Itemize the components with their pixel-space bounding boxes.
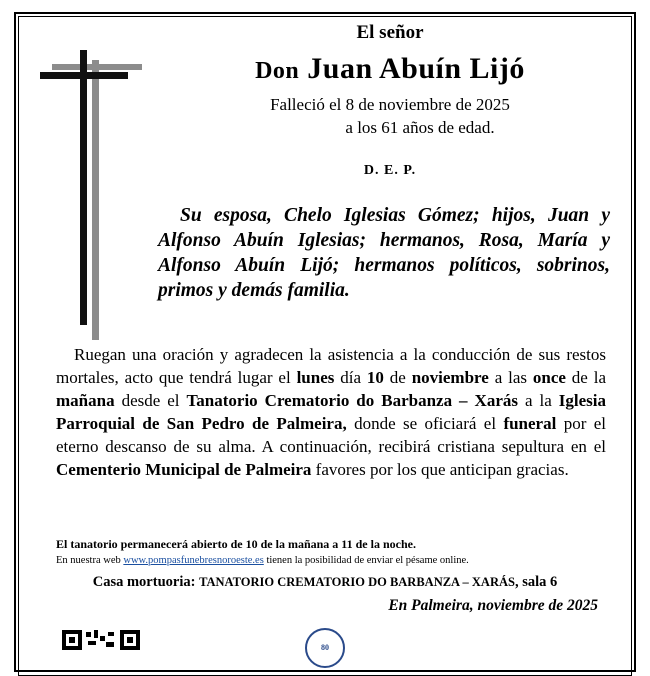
honorific: El señor — [356, 22, 424, 43]
name-text: Juan Abuín Lijó — [307, 52, 525, 85]
web-note-before: En nuestra web — [56, 555, 124, 566]
name-prefix: Don — [255, 58, 300, 84]
web-note-after: tienen la posibilidad de enviar el pésame online. — [263, 555, 469, 566]
body-text-2: día — [334, 368, 367, 387]
body-text-3: de — [383, 368, 412, 387]
qr-code-icon[interactable] — [62, 630, 142, 650]
body-text-10: favores por los que anticipan gracias. — [311, 460, 569, 479]
family-list: Su esposa, Chelo Iglesias Gómez; hijos, Juan y Alfonso Abuín Iglesias; hermanos, Rosa, María y Alfonso Abuín Lijó; hermanos políticos, sobrinos, primos y demás familia. — [158, 205, 610, 301]
death-date: Falleció el 8 de noviembre de 2025 — [270, 95, 510, 114]
body-bold-hour: once — [532, 368, 566, 387]
place-date: En Palmeira, noviembre de 2025 — [388, 597, 598, 614]
web-note — [56, 555, 469, 566]
casa-label: Casa mortuoria: — [92, 574, 200, 590]
cross-gray-vertical — [92, 60, 99, 340]
body-text-9: por el eterno descanso de su alma. A continuación, recibirá cristiana sepultura en el — [56, 414, 606, 456]
age-line: a los 61 años de edad. — [345, 118, 495, 137]
ceremony-text — [56, 343, 606, 481]
body-bold-date: 10 — [366, 368, 384, 387]
body-bold-church: Iglesia Parroquial de San Pedro de Palmeira, — [56, 391, 606, 433]
body-text-6: desde el — [114, 391, 187, 410]
body-text-7: a la — [517, 391, 559, 410]
anniversary-seal-icon: 80 — [305, 628, 345, 668]
opening-hours-note: El tanatorio permanecerá abierto de 10 de la mañana a 11 de la noche. — [56, 537, 416, 551]
body-text-5: de la — [565, 368, 606, 387]
cross-black-vertical — [80, 50, 87, 325]
cross-black-horizontal — [40, 72, 128, 79]
body-bold-cemetery: Cementerio Municipal de Palmeira — [56, 460, 312, 479]
cross-gray-horizontal — [52, 64, 142, 70]
body-bold-morning: mañana — [56, 391, 115, 410]
body-text-8: donde se oficiará el — [346, 414, 504, 433]
body-bold-funeral: funeral — [503, 414, 557, 433]
body-bold-day: lunes — [296, 368, 335, 387]
rip-text: D. E. P. — [363, 163, 417, 178]
casa-room: , sala 6 — [514, 574, 558, 590]
body-bold-month: noviembre — [411, 368, 489, 387]
website-link[interactable]: www.pompasfunebresnoroeste.es — [123, 555, 264, 566]
body-text-4: a las — [488, 368, 533, 387]
deceased-name — [170, 52, 610, 86]
body-text-1: Ruegan una oración y agradecen la asistencia a la conducción de sus restos mortales, acto que tendrá lugar el — [56, 345, 606, 387]
casa-venue: TANATORIO CREMATORIO DO BARBANZA – XARÁS — [199, 575, 515, 589]
casa-mortuoria — [0, 574, 650, 591]
body-bold-tanatorio: Tanatorio Crematorio do Barbanza – Xarás — [186, 391, 518, 410]
